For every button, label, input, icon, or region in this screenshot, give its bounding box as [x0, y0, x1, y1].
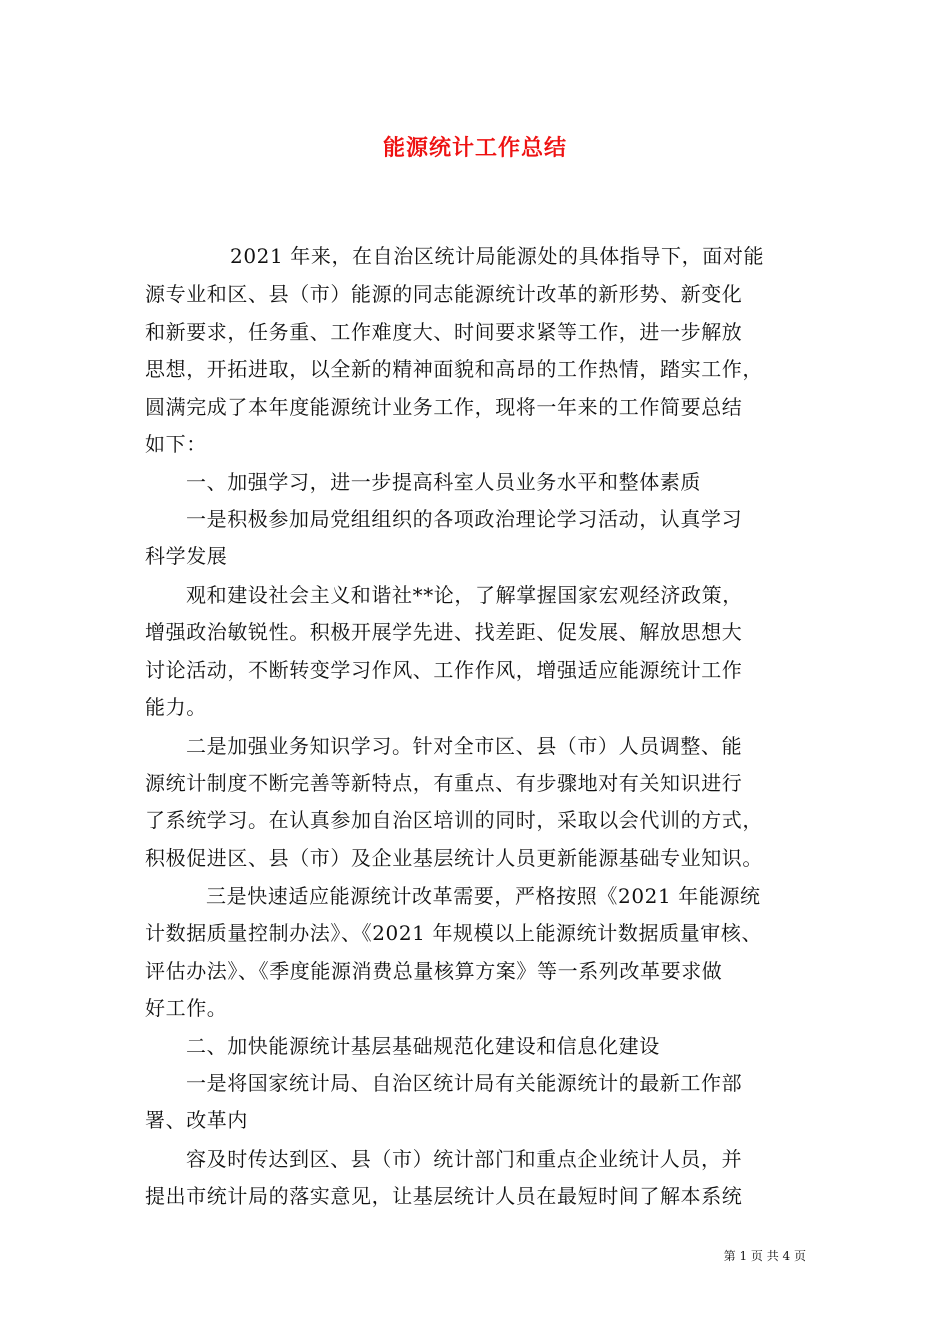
body-line: 能力。: [145, 695, 207, 719]
body-line: 2021 年来，在自治区统计局能源处的具体指导下，面对能: [230, 244, 765, 268]
body-line: 增强政治敏锐性。积极开展学先进、找差距、促发展、解放思想大: [145, 620, 743, 644]
body-line: 积极促进区、县（市）及企业基层统计人员更新能源基础专业知识。: [145, 846, 763, 870]
body-line: 了系统学习。在认真参加自治区培训的同时，采取以会代训的方式，: [145, 808, 763, 832]
body-line: 科学发展: [145, 544, 228, 568]
body-line: 提出市统计局的落实意见，让基层统计人员在最短时间了解本系统: [145, 1184, 743, 1208]
body-line: 一是将国家统计局、自治区统计局有关能源统计的最新工作部: [186, 1071, 743, 1095]
body-line: 署、改革内: [145, 1108, 248, 1132]
section-heading: 一、加强学习，进一步提高科室人员业务水平和整体素质: [186, 470, 701, 494]
body-line: 观和建设社会主义和谐社**论，了解掌握国家宏观经济政策，: [186, 583, 743, 607]
body-line: 容及时传达到区、县（市）统计部门和重点企业统计人员，并: [186, 1147, 743, 1171]
body-line: 思想，开拓进取，以全新的精神面貌和高昂的工作热情，踏实工作，: [145, 357, 763, 381]
body-line: 计数据质量控制办法》、《2021 年规模以上能源统计数据质量审核、: [145, 921, 763, 945]
body-line: 讨论活动，不断转变学习作风、工作作风，增强适应能源统计工作: [145, 658, 743, 682]
body-line: 和新要求，任务重、工作难度大、时间要求紧等工作，进一步解放: [145, 320, 743, 344]
body-line: 源专业和区、县（市）能源的同志能源统计改革的新形势、新变化: [145, 282, 743, 306]
body-line: 源统计制度不断完善等新特点，有重点、有步骤地对有关知识进行: [145, 771, 743, 795]
page-title: 能源统计工作总结: [382, 136, 567, 161]
body-line: 好工作。: [145, 996, 228, 1020]
body-line: 二是加强业务知识学习。针对全市区、县（市）人员调整、能: [186, 734, 743, 758]
body-line: 评估办法》、《季度能源消费总量核算方案》等一系列改革要求做: [145, 959, 723, 983]
body-line: 如下：: [145, 432, 207, 456]
page-indicator: 第 1 页 共 4 页: [723, 1249, 806, 1263]
body-line: 一是积极参加局党组组织的各项政治理论学习活动，认真学习: [186, 507, 743, 531]
body-line: 圆满完成了本年度能源统计业务工作，现将一年来的工作简要总结: [145, 395, 743, 419]
section-heading: 二、加快能源统计基层基础规范化建设和信息化建设: [186, 1034, 660, 1058]
body-line: 三是快速适应能源统计改革需要，严格按照《2021 年能源统: [206, 884, 761, 908]
